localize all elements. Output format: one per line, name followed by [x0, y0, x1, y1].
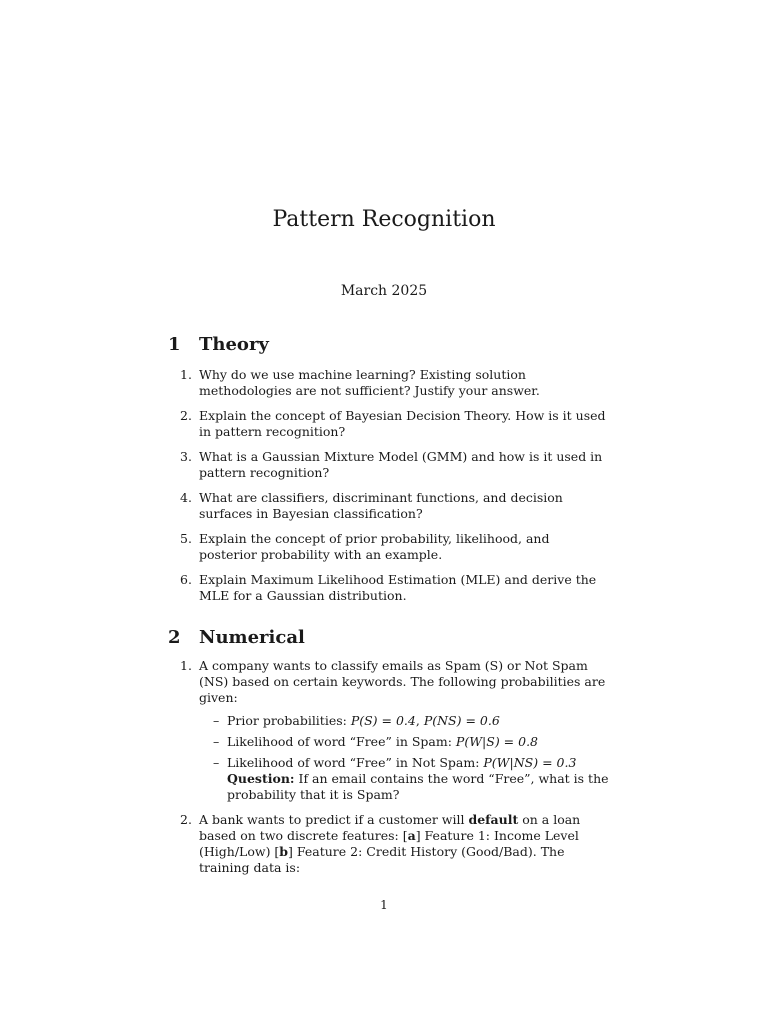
separator: ,	[415, 713, 424, 728]
section-title: Theory	[199, 334, 269, 355]
item-text: A bank wants to predict if a customer will	[199, 812, 469, 827]
section-number: 1	[168, 334, 181, 355]
math-expression: P(W|NS) = 0.3	[483, 755, 577, 770]
item-text: What are classifiers, discriminant functions, and decision surfaces in Bayesian classification?	[199, 490, 563, 521]
item-number: 3.	[180, 449, 192, 464]
list-item	[180, 490, 610, 522]
page-number: 1	[380, 898, 388, 912]
math-expression: P(W|S) = 0.8	[455, 734, 539, 749]
item-text: ] Feature 1: Income Level (High/Low) [	[199, 828, 579, 859]
list-item	[180, 658, 610, 803]
item-number: 2.	[180, 408, 192, 423]
item-text: Explain the concept of prior probability, likelihood, and posterior probability with an example.	[199, 531, 550, 562]
list-item	[180, 531, 610, 563]
list-item	[180, 812, 610, 876]
item-text: What is a Gaussian Mixture Model (GMM) and how is it used in pattern recognition?	[199, 449, 603, 480]
item-text: A company wants to classify emails as Spam (S) or Not Spam (NS) based on certain keywords. The following probabilities are given:	[199, 658, 606, 705]
sub-item-priors	[213, 713, 610, 729]
sub-item-label: Likelihood of word “Free” in Not Spam:	[227, 755, 484, 770]
dash-bullet: –	[213, 755, 220, 770]
dash-bullet: –	[213, 734, 220, 749]
item-number: 5.	[180, 531, 192, 546]
bold-term: default	[468, 812, 519, 827]
item-number: 4.	[180, 490, 192, 505]
list-item	[180, 367, 610, 399]
section-number: 2	[168, 627, 181, 648]
theory-question-list	[180, 367, 610, 613]
item-text: Explain the concept of Bayesian Decision Theory. How is it used in pattern recognition?	[199, 408, 606, 439]
bold-term: b	[279, 844, 289, 859]
sub-item-likelihood-not-spam	[213, 755, 610, 803]
page-title: Pattern Recognition	[272, 207, 496, 232]
bold-term: a	[407, 828, 416, 843]
math-expression: P(S) = 0.4	[350, 713, 416, 728]
item-text: ] Feature 2: Credit History (Good/Bad). The training data is:	[199, 844, 565, 875]
item-number: 2.	[180, 812, 192, 827]
item-text: Explain Maximum Likelihood Estimation (MLE) and derive the MLE for a Gaussian distribution.	[199, 572, 597, 603]
item-text: on a loan based on two discrete features: [	[199, 812, 581, 843]
sub-item-label: Prior probabilities:	[227, 713, 351, 728]
section-title: Numerical	[199, 627, 305, 648]
item-text: Why do we use machine learning? Existing solution methodologies are not sufficient? Justify your answer.	[199, 367, 540, 398]
dash-bullet: –	[213, 713, 220, 728]
probability-list	[199, 713, 610, 803]
question-text: If an email contains the word “Free”, what is the probability that it is Spam?	[227, 771, 609, 802]
math-expression: P(NS) = 0.6	[423, 713, 500, 728]
sub-item-likelihood-spam	[213, 734, 610, 750]
list-item	[180, 572, 610, 604]
sub-item-label: Likelihood of word “Free” in Spam:	[227, 734, 456, 749]
section-heading-numerical	[168, 626, 305, 650]
question-label: Question:	[227, 771, 295, 786]
item-number: 1.	[180, 658, 192, 673]
page-date: March 2025	[340, 283, 428, 299]
item-number: 1.	[180, 367, 192, 382]
list-item	[180, 449, 610, 481]
item-number: 6.	[180, 572, 192, 587]
list-item	[180, 408, 610, 440]
section-heading-theory	[168, 333, 269, 357]
numerical-question-list	[180, 658, 610, 885]
